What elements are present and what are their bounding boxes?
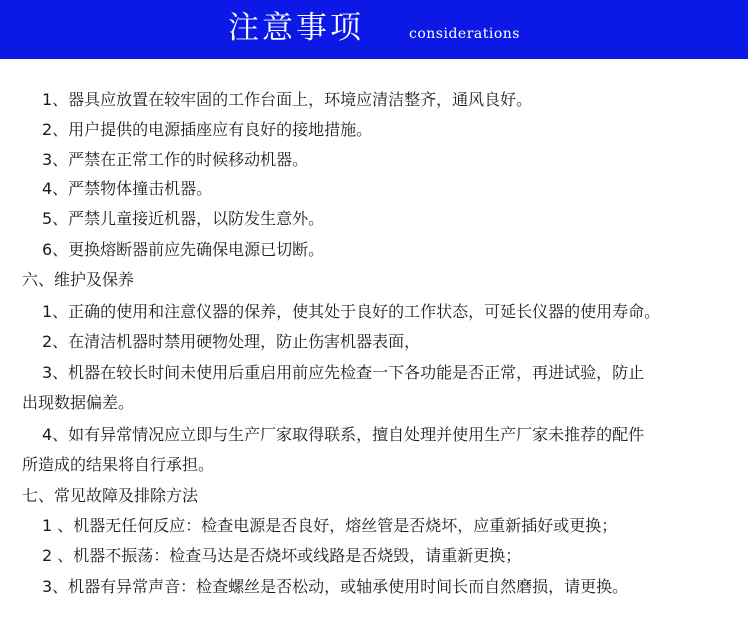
item-6: 6、更换熔断器前应先确保电源已切断。 bbox=[42, 240, 325, 259]
maintenance-item-4-continued: 所造成的结果将自行承担。 bbox=[22, 455, 215, 474]
item-3: 3、严禁在正常工作的时候移动机器。 bbox=[42, 150, 309, 169]
maintenance-item-3: 3、机器在较长时间未使用后重启用前应先检查一下各功能是否正常，再进试验，防止 bbox=[42, 363, 645, 382]
maintenance-item-3-continued: 出现数据偏差。 bbox=[22, 393, 135, 412]
header-subtitle: considerations bbox=[409, 26, 520, 42]
section-heading-maintenance: 六、维护及保养 bbox=[22, 270, 135, 289]
item-2: 2、用户提供的电源插座应有良好的接地措施。 bbox=[42, 120, 373, 139]
item-1: 1、器具应放置在较牢固的工作台面上，环境应清洁整齐，通风良好。 bbox=[42, 90, 533, 109]
troubleshooting-item-1: 1 、机器无任何反应：检查电源是否良好，熔丝管是否烧坏，应重新插好或更换； bbox=[42, 516, 618, 535]
header-banner bbox=[0, 0, 748, 59]
header-title: 注意事项 bbox=[228, 10, 364, 46]
maintenance-item-1: 1、正确的使用和注意仪器的保养，使其处于良好的工作状态，可延长仪器的使用寿命。 bbox=[42, 302, 661, 321]
item-4: 4、严禁物体撞击机器。 bbox=[42, 179, 213, 198]
troubleshooting-item-3: 3、机器有异常声音：检查螺丝是否松动，或轴承使用时间长而自然磨损，请更换。 bbox=[42, 577, 629, 596]
troubleshooting-item-2: 2 、机器不振荡：检查马达是否烧坏或线路是否烧毁，请重新更换； bbox=[42, 546, 522, 565]
maintenance-item-4: 4、如有异常情况应立即与生产厂家取得联系，擅自处理并使用生产厂家未推荐的配件 bbox=[42, 425, 645, 444]
maintenance-item-2: 2、在清洁机器时禁用硬物处理，防止伤害机器表面， bbox=[42, 332, 421, 351]
item-5: 5、严禁儿童接近机器，以防发生意外。 bbox=[42, 209, 325, 228]
section-heading-troubleshooting: 七、常见故障及排除方法 bbox=[22, 486, 199, 505]
